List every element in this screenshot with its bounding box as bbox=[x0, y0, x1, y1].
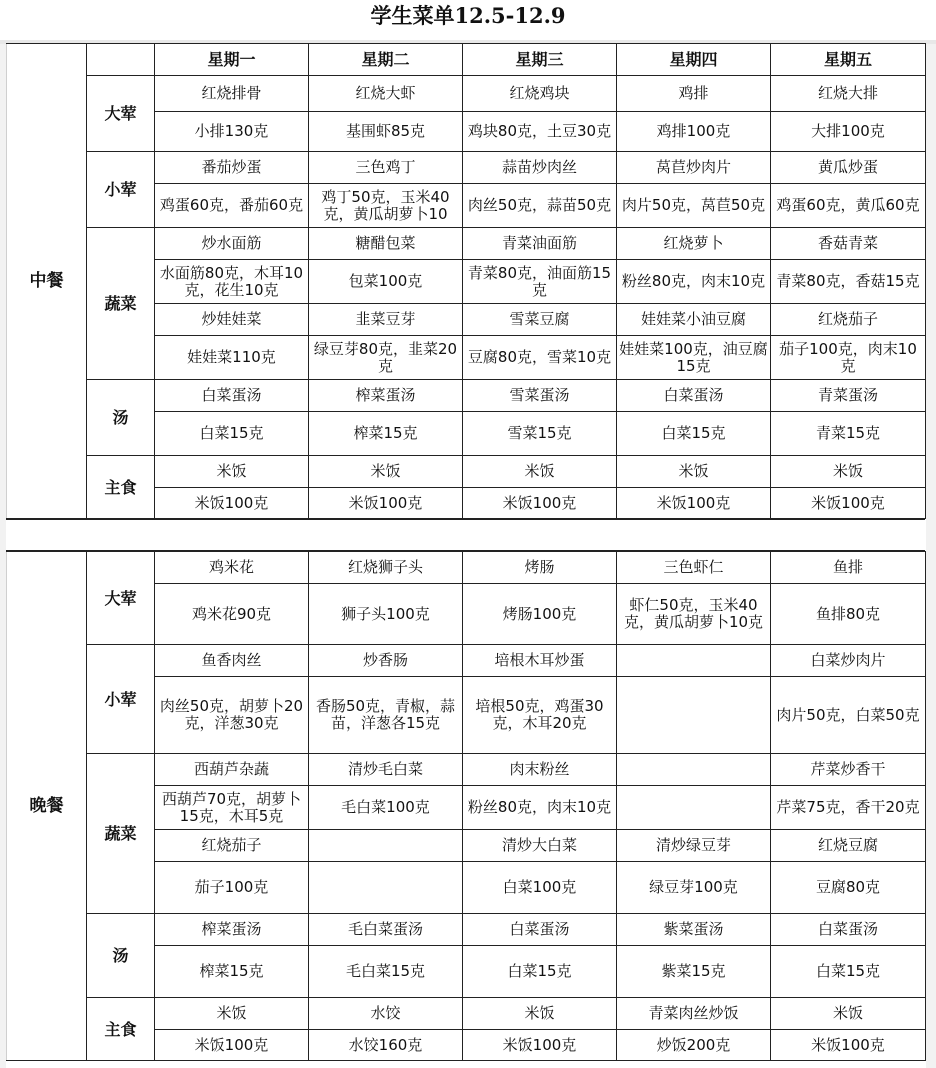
category-label: 大荤 bbox=[87, 76, 155, 152]
category-label: 小荤 bbox=[87, 152, 155, 228]
dish-ingredients-cell: 青菜80克，油面筋15克 bbox=[463, 260, 617, 304]
dish-name-cell: 娃娃菜小油豆腐 bbox=[617, 304, 771, 336]
dish-name-cell: 白菜蛋汤 bbox=[617, 380, 771, 412]
dish-name-cell: 炒娃娃菜 bbox=[155, 304, 309, 336]
dish-ingredients-cell: 茄子100克，肉末10克 bbox=[771, 336, 926, 380]
dish-ingredients-cell: 鸡排100克 bbox=[617, 112, 771, 152]
category-label: 主食 bbox=[87, 456, 155, 519]
dish-name-cell: 鸡米花 bbox=[155, 552, 309, 584]
dish-name-cell: 白菜蛋汤 bbox=[771, 914, 926, 946]
dish-ingredients-cell: 肉片50克，莴苣50克 bbox=[617, 184, 771, 228]
dish-name-cell: 红烧排骨 bbox=[155, 76, 309, 112]
dish-name-cell: 炒香肠 bbox=[309, 645, 463, 677]
empty-cell bbox=[617, 645, 771, 677]
dish-name-cell: 米饭 bbox=[309, 456, 463, 488]
dish-name-cell: 清炒毛白菜 bbox=[309, 754, 463, 786]
dish-name-cell: 红烧鸡块 bbox=[463, 76, 617, 112]
dish-ingredients-cell: 豆腐80克，雪菜10克 bbox=[463, 336, 617, 380]
dish-name-cell: 莴苣炒肉片 bbox=[617, 152, 771, 184]
day-header: 星期五 bbox=[771, 44, 926, 76]
dish-name-cell: 韭菜豆芽 bbox=[309, 304, 463, 336]
dish-name-cell: 米饭 bbox=[155, 998, 309, 1030]
dish-ingredients-cell: 鸡米花90克 bbox=[155, 584, 309, 645]
dish-name-row bbox=[7, 76, 926, 112]
header-corner-cell bbox=[87, 44, 155, 76]
dish-ingredients-cell: 青菜80克，香菇15克 bbox=[771, 260, 926, 304]
dish-name-cell: 蒜苗炒肉丝 bbox=[463, 152, 617, 184]
dish-name-row bbox=[7, 914, 926, 946]
dish-ingredients-cell: 鸡蛋60克，番茄60克 bbox=[155, 184, 309, 228]
day-header: 星期四 bbox=[617, 44, 771, 76]
dish-name-row bbox=[7, 754, 926, 786]
dish-ingredients-cell: 娃娃菜100克，油豆腐15克 bbox=[617, 336, 771, 380]
dish-name-row bbox=[7, 998, 926, 1030]
dish-name-cell: 米饭 bbox=[771, 456, 926, 488]
dish-ingredients-cell: 粉丝80克，肉末10克 bbox=[617, 260, 771, 304]
meal-separator-row bbox=[6, 519, 925, 551]
category-label: 汤 bbox=[87, 914, 155, 998]
dish-name-cell: 糖醋包菜 bbox=[309, 228, 463, 260]
dish-name-cell: 鸡排 bbox=[617, 76, 771, 112]
empty-cell bbox=[617, 677, 771, 754]
dish-ingredients-cell: 水饺160克 bbox=[309, 1030, 463, 1061]
dish-name-row bbox=[7, 152, 926, 184]
menu-title: 学生菜单12.5-12.9 bbox=[0, 0, 936, 41]
dish-ingredients-cell: 肉丝50克，胡萝卜20克，洋葱30克 bbox=[155, 677, 309, 754]
dish-name-cell: 红烧狮子头 bbox=[309, 552, 463, 584]
category-label: 蔬菜 bbox=[87, 754, 155, 914]
dish-name-cell: 米饭 bbox=[463, 998, 617, 1030]
dish-ingredients-cell: 基围虾85克 bbox=[309, 112, 463, 152]
dish-name-cell: 米饭 bbox=[617, 456, 771, 488]
dish-name-cell: 米饭 bbox=[155, 456, 309, 488]
lunch-table bbox=[6, 43, 926, 519]
category-label: 小荤 bbox=[87, 645, 155, 754]
dish-name-row bbox=[7, 456, 926, 488]
dish-ingredients-cell: 大排100克 bbox=[771, 112, 926, 152]
dish-ingredients-cell: 白菜15克 bbox=[771, 946, 926, 998]
dish-name-cell: 红烧茄子 bbox=[771, 304, 926, 336]
dish-ingredients-cell: 绿豆芽100克 bbox=[617, 862, 771, 914]
dish-ingredients-cell: 绿豆芽80克，韭菜20克 bbox=[309, 336, 463, 380]
empty-cell bbox=[309, 862, 463, 914]
dish-ingredients-cell: 培根50克，鸡蛋30克，木耳20克 bbox=[463, 677, 617, 754]
dish-name-cell: 鱼排 bbox=[771, 552, 926, 584]
dish-name-row bbox=[7, 228, 926, 260]
dish-ingredients-cell: 米饭100克 bbox=[155, 488, 309, 519]
dish-ingredients-cell: 白菜100克 bbox=[463, 862, 617, 914]
dish-ingredients-cell: 虾仁50克，玉米40克，黄瓜胡萝卜10克 bbox=[617, 584, 771, 645]
dish-ingredients-cell: 白菜15克 bbox=[617, 412, 771, 456]
dish-name-cell: 雪菜蛋汤 bbox=[463, 380, 617, 412]
category-label: 主食 bbox=[87, 998, 155, 1061]
dish-ingredients-cell: 炒饭200克 bbox=[617, 1030, 771, 1061]
dish-name-cell: 榨菜蛋汤 bbox=[155, 914, 309, 946]
dish-ingredients-cell: 鸡丁50克，玉米40克，黄瓜胡萝卜10 bbox=[309, 184, 463, 228]
dish-ingredients-cell: 肉片50克，白菜50克 bbox=[771, 677, 926, 754]
dish-ingredients-cell: 肉丝50克，蒜苗50克 bbox=[463, 184, 617, 228]
dish-name-cell: 米饭 bbox=[463, 456, 617, 488]
dish-name-cell: 米饭 bbox=[771, 998, 926, 1030]
dish-name-cell: 清炒大白菜 bbox=[463, 830, 617, 862]
dish-ingredients-cell: 米饭100克 bbox=[309, 488, 463, 519]
dish-name-cell: 三色虾仁 bbox=[617, 552, 771, 584]
dish-ingredients-cell: 榨菜15克 bbox=[155, 946, 309, 998]
header-row bbox=[7, 44, 926, 76]
dish-ingredients-cell: 鱼排80克 bbox=[771, 584, 926, 645]
category-label: 大荤 bbox=[87, 552, 155, 645]
dinner-table bbox=[6, 551, 926, 1061]
dish-ingredients-cell: 雪菜15克 bbox=[463, 412, 617, 456]
dish-name-cell: 青菜肉丝炒饭 bbox=[617, 998, 771, 1030]
dish-ingredients-cell: 米饭100克 bbox=[771, 488, 926, 519]
dish-ingredients-cell: 水面筋80克，木耳10克，花生10克 bbox=[155, 260, 309, 304]
dish-ingredients-cell: 毛白菜100克 bbox=[309, 786, 463, 830]
dish-ingredients-cell: 白菜15克 bbox=[463, 946, 617, 998]
dish-name-cell: 紫菜蛋汤 bbox=[617, 914, 771, 946]
dish-ingredients-cell: 豆腐80克 bbox=[771, 862, 926, 914]
category-label: 汤 bbox=[87, 380, 155, 456]
dish-name-row bbox=[7, 645, 926, 677]
dish-name-cell: 芹菜炒香干 bbox=[771, 754, 926, 786]
dish-ingredients-cell: 鸡蛋60克，黄瓜60克 bbox=[771, 184, 926, 228]
dish-ingredients-cell: 茄子100克 bbox=[155, 862, 309, 914]
dish-ingredients-cell: 米饭100克 bbox=[463, 488, 617, 519]
dish-name-cell: 白菜蛋汤 bbox=[463, 914, 617, 946]
dish-name-cell: 青菜蛋汤 bbox=[771, 380, 926, 412]
dish-ingredients-cell: 毛白菜15克 bbox=[309, 946, 463, 998]
dish-name-cell: 黄瓜炒蛋 bbox=[771, 152, 926, 184]
dish-ingredients-cell: 烤肠100克 bbox=[463, 584, 617, 645]
dish-ingredients-cell: 狮子头100克 bbox=[309, 584, 463, 645]
dish-ingredients-cell: 西葫芦70克，胡萝卜15克，木耳5克 bbox=[155, 786, 309, 830]
empty-cell bbox=[617, 754, 771, 786]
meal-label: 晚餐 bbox=[7, 552, 87, 1061]
dish-name-cell: 培根木耳炒蛋 bbox=[463, 645, 617, 677]
dish-name-cell: 榨菜蛋汤 bbox=[309, 380, 463, 412]
day-header: 星期二 bbox=[309, 44, 463, 76]
dish-ingredients-cell: 米饭100克 bbox=[771, 1030, 926, 1061]
dish-name-cell: 番茄炒蛋 bbox=[155, 152, 309, 184]
dish-name-cell: 白菜蛋汤 bbox=[155, 380, 309, 412]
dish-ingredients-cell: 米饭100克 bbox=[463, 1030, 617, 1061]
dish-name-cell: 三色鸡丁 bbox=[309, 152, 463, 184]
dish-ingredients-cell: 青菜15克 bbox=[771, 412, 926, 456]
dish-name-cell: 雪菜豆腐 bbox=[463, 304, 617, 336]
dish-name-cell: 红烧大虾 bbox=[309, 76, 463, 112]
sheet-right-margin bbox=[926, 40, 936, 1068]
empty-cell bbox=[617, 786, 771, 830]
dish-ingredients-cell: 米饭100克 bbox=[155, 1030, 309, 1061]
dish-ingredients-cell: 包菜100克 bbox=[309, 260, 463, 304]
dish-ingredients-cell: 娃娃菜110克 bbox=[155, 336, 309, 380]
dish-name-cell: 红烧豆腐 bbox=[771, 830, 926, 862]
dish-name-cell: 青菜油面筋 bbox=[463, 228, 617, 260]
dish-name-cell: 香菇青菜 bbox=[771, 228, 926, 260]
dish-ingredients-cell: 榨菜15克 bbox=[309, 412, 463, 456]
dish-name-cell: 西葫芦杂蔬 bbox=[155, 754, 309, 786]
dish-name-cell: 红烧萝卜 bbox=[617, 228, 771, 260]
dish-ingredients-cell: 粉丝80克，肉末10克 bbox=[463, 786, 617, 830]
dish-ingredients-cell: 白菜15克 bbox=[155, 412, 309, 456]
dish-name-row bbox=[7, 552, 926, 584]
dish-name-cell: 水饺 bbox=[309, 998, 463, 1030]
dish-ingredients-cell: 紫菜15克 bbox=[617, 946, 771, 998]
dish-ingredients-cell: 芹菜75克，香干20克 bbox=[771, 786, 926, 830]
dish-name-cell: 肉末粉丝 bbox=[463, 754, 617, 786]
day-header: 星期三 bbox=[463, 44, 617, 76]
dish-ingredients-cell: 鸡块80克，土豆30克 bbox=[463, 112, 617, 152]
dish-ingredients-cell: 米饭100克 bbox=[617, 488, 771, 519]
dish-name-cell: 炒水面筋 bbox=[155, 228, 309, 260]
dish-name-row bbox=[7, 380, 926, 412]
dish-name-cell: 白菜炒肉片 bbox=[771, 645, 926, 677]
meal-label: 中餐 bbox=[7, 44, 87, 519]
day-header: 星期一 bbox=[155, 44, 309, 76]
dish-name-cell: 红烧大排 bbox=[771, 76, 926, 112]
dish-name-cell: 鱼香肉丝 bbox=[155, 645, 309, 677]
dish-name-cell: 毛白菜蛋汤 bbox=[309, 914, 463, 946]
dish-ingredients-cell: 香肠50克，青椒，蒜苗，洋葱各15克 bbox=[309, 677, 463, 754]
category-label: 蔬菜 bbox=[87, 228, 155, 380]
dish-name-cell: 烤肠 bbox=[463, 552, 617, 584]
empty-cell bbox=[309, 830, 463, 862]
dish-name-cell: 清炒绿豆芽 bbox=[617, 830, 771, 862]
dish-ingredients-cell: 小排130克 bbox=[155, 112, 309, 152]
dish-name-cell: 红烧茄子 bbox=[155, 830, 309, 862]
